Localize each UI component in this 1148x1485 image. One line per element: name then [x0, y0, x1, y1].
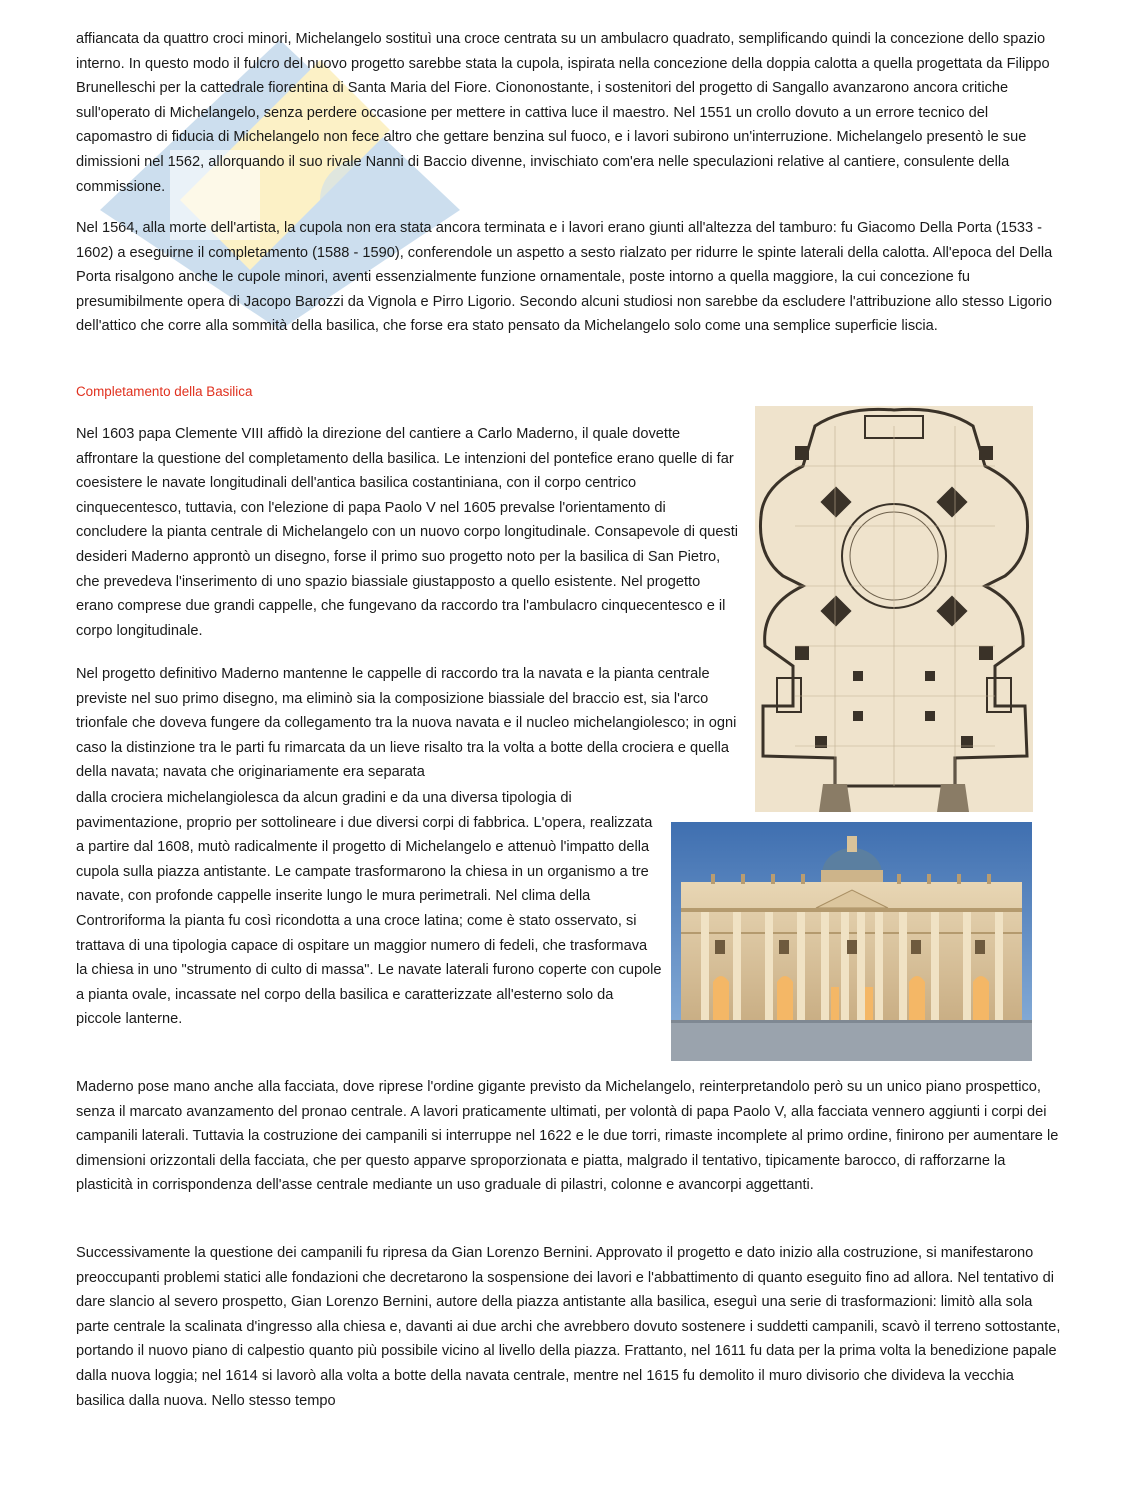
paragraph-2: Nel 1564, alla morte dell'artista, la cupola non era stata ancora terminata e i lavori erano giunti all'altezza del tamburo: fu Giacomo Della Porta (1533 - 1602) a eseguirne il completamento (1588 - 1590), conferendole un aspetto a sesto rialzato per ridurre le spinte laterali della calotta. All'epoca del Della Porta risalgono anche le cupole minori, aventi essenzialmente funzione ornamentale, poste intorno a quella maggiore, la cui concezione fu presumibilmente opera di Jacopo Barozzi da Vignola e Pirro Ligorio. Secondo alcuni studiosi non sarebbe da escludere l'attribuzione allo stesso Ligorio dell'attico che corre alla sommità della basilica, che forse era stato pensato da Michelangelo solo come una semplice superficie liscia. — [76, 220, 1053, 335]
paragraph-1: affiancata da quattro croci minori, Michelangelo sostituì una croce centrata su un ambulacro quadrato, semplificando quindi la concezione dello spazio interno. In questo modo il fulcro del nuovo progetto sarebbe stata la cupola, ispirata nella concezione della doppia calotta a quella progettata da Filippo Brunelleschi per la cattedrale fiorentina di Santa Maria del Fiore. Ciononostante, i sostenitori del progetto di Sangallo avanzarono ancora critiche sull'operato di Michelangelo, senza perdere occasione per mettere in cattiva luce il maestro. Nel 1551 un crollo dovuto a un errore tecnico del capomastro di fiducia di Michelangelo non fece altro che gettare benzina sul fuoco, e i lavori subirono un'interruzione. Michelangelo presentò le sue dimissioni nel 1562, allorquando il suo rivale Nanni di Baccio divenne, invischiato com'era nelle speculazioni relative al cantiere, consulente della commissione. — [76, 31, 1050, 195]
section-heading: Completamento della Basilica — [76, 384, 253, 399]
floor-plan-image — [755, 406, 1033, 812]
paragraph-4a: Nel progetto definitivo Maderno mantenne le cappelle di raccordo tra la navata e la pianta centrale previste nel suo primo disegno, ma eliminò sia la composizione biassiale del braccio est, sia l'arco trionfale che doveva fungere da collegamento tra la nuova navata e il nucleo michelangiolesco; in ogni caso la distinzione tra le parti fu rimarcata da un lieve risalto tra la volta a botte della crociera e quella della navata; navata che originariamente era separata — [76, 666, 737, 781]
paragraph-5: Maderno pose mano anche alla facciata, dove riprese l'ordine gigante previsto da Michelangelo, reinterpretandolo però su un unico piano prospettico, senza il marcato avanzamento del pronao centrale. A lavori praticamente ultimati, per volontà di papa Paolo V, alla facciata vennero aggiunti i corpi dei campanili laterali. Tuttavia la costruzione dei campanili si interruppe nel 1622 e le due torri, rimaste incomplete al primo ordine, finirono per aumentare le dimensioni orizzontali della facciata, che per questo apparve sproporzionata e piatta, malgrado il tentativo, tipicamente barocco, di rafforzarne la plasticità in corrispondenza dell'asse centrale mediante un uso graduale di pilastri, colonne e avancorpi aggettanti. — [76, 1079, 1059, 1194]
paragraph-4b: dalla crociera michelangiolesca da alcun gradini e da una diversa tipologia di pavimentazione, proprio per sottolineare i due diversi corpi di fabbrica. L'opera, realizzata a partire dal 1608, mutò radicalmente il progetto di Michelangelo e attenuò l'impatto della cupola sulla piazza antistante. Le campate trasformarono la chiesa in un organismo a tre navate, con profonde cappelle inserite lungo le mura perimetrali. Nel clima della Controriforma la pianta fu così ricondotta a una croce latina; come è stato osservato, si trattava di una tipologia capace di ospitare un maggior numero di fedeli, che trasformava la chiesa in uno "strumento di culto di massa". Le navate laterali furono coperte con cupole a pianta ovale, incassate nel corpo della basilica e caratterizzate all'esterno solo da piccole lanterne. — [76, 790, 662, 1028]
basilica-facade-photo — [671, 822, 1032, 1061]
paragraph-6: Successivamente la questione dei campanili fu ripresa da Gian Lorenzo Bernini. Approvato il progetto e dato inizio alla costruzione, si manifestarono preoccupanti problemi statici alle fondazioni che decretarono la sospensione dei lavori e l'abbattimento di quanto eseguito fino ad allora. Nel tentativo di dare slancio al severo prospetto, Gian Lorenzo Bernini, autore della piazza antistante alla basilica, eseguì una serie di trasformazioni: limitò alla sola parte centrale la scalinata d'ingresso alla chiesa e, davanti ai due archi che avrebbero dovuto sostenere i suddetti campanili, scavò il terreno sottostante, portando il nuovo piano di calpestio quanto più possibile vicino al livello della piazza. Frattanto, nel 1611 fu data per la prima volta la benedizione papale dalla nuova loggia; nel 1614 si lavorò alla volta a botte della navata centrale, mentre nel 1615 fu demolito il muro divisorio che divideva la vecchia basilica dalla nuova. Nello stesso tempo — [76, 1245, 1061, 1409]
paragraph-3: Nel 1603 papa Clemente VIII affidò la direzione del cantiere a Carlo Maderno, il quale dovette affrontare la questione del completamento della basilica. Le intenzioni del pontefice erano quelle di far coesistere le navate longitudinali dell'antica basilica costantiniana, con il corpo centrico cinquecentesco, tuttavia, con l'elezione di papa Paolo V nel 1605 prevalse l'orientamento di concludere la pianta centrale di Michelangelo con un nuovo corpo longitudinale. Consapevole di questi desideri Maderno approntò un disegno, forse il primo suo progetto noto per la basilica di San Pietro, che prevedeva l'inserimento di uno spazio biassiale giustapposto a quello esistente. Nel progetto erano comprese due grandi cappelle, che fungevano da raccordo tra l'ambulacro cinquecentesco e il corpo longitudinale. — [76, 426, 739, 639]
